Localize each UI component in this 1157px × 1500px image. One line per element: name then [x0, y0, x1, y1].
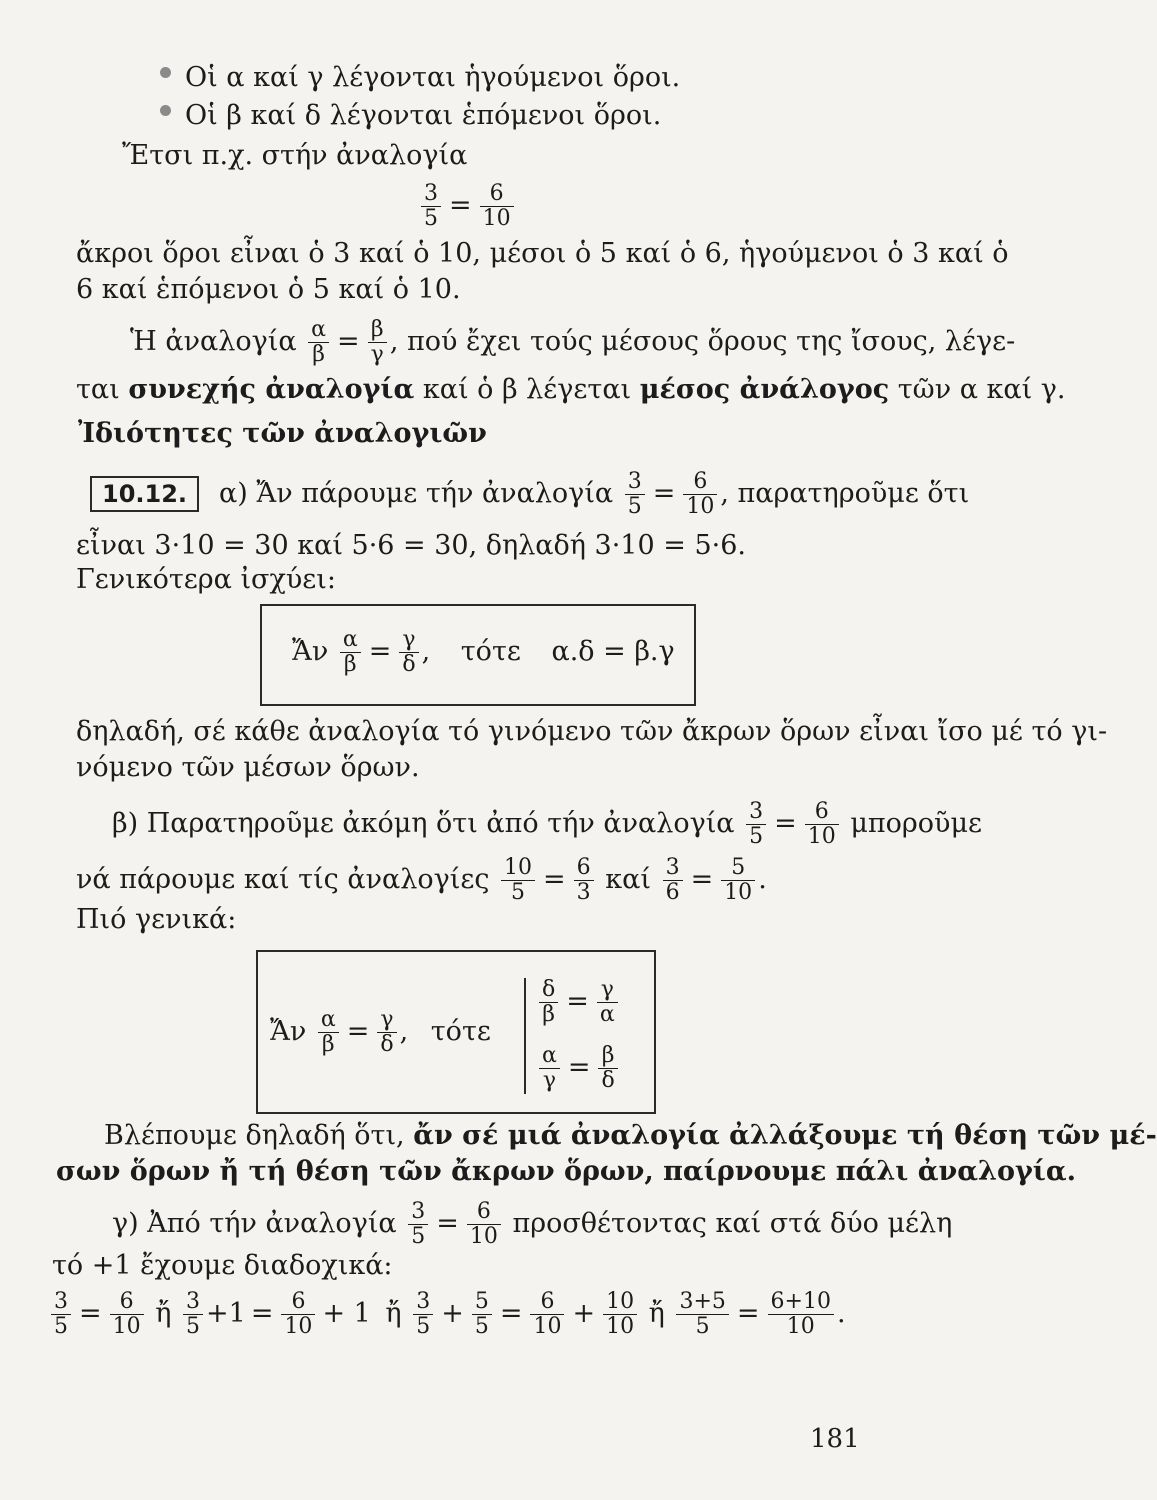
bullet-line-2 [160, 100, 661, 132]
to-plus-line: τό +1 ἔχουμε διαδοχικά: [52, 1250, 393, 1281]
box1-content: Ἄν $\frac{\alpha}{\beta}$ = $\frac{\gamma}{\delta}$ , τότε α.δ = β.γ [292, 627, 675, 677]
fraction: $\frac{3}{5}$ [746, 800, 766, 849]
synexis-line-1: Ἡ ἀναλογία $\frac{\alpha}{\beta}$ = $\frac{\beta}{\gamma}$ , πού ἔχει τούς μέσους ὅρους της ἴσους, λέγε- [130, 317, 1016, 367]
fraction: $\frac{6}{3}$ [574, 856, 594, 905]
fraction: $\frac{3}{5}$ [421, 182, 441, 231]
term-bold: μέσος ἀνάλογος [639, 374, 890, 405]
section-number: 10.12. [90, 476, 199, 512]
pio-genika-line: Πιό γενικά: [76, 904, 237, 935]
text: α) Ἄν πάρουμε τήν ἀναλογία [219, 478, 614, 509]
fraction: $\frac{\beta}{\delta}$ [598, 1044, 617, 1093]
fraction: $\frac{3}{6}$ [663, 856, 683, 905]
brace [524, 978, 526, 1094]
fraction: $\frac{5}{5}$ [472, 1290, 492, 1339]
term-bold: συνεχής ἀναλογία [128, 374, 415, 405]
vlepoume-line-1: Βλέπουμε δηλαδή ὅτι, ἄν σέ μιά ἀναλογία ἀλλάξουμε τή θέση τῶν μέ- [104, 1120, 1157, 1151]
text: Ἡ ἀναλογία [130, 326, 297, 357]
item-g-line-1: γ) Ἀπό τήν ἀναλογία $\frac{3}{5}$ = $\frac{6}{10}$ προσθέτοντας καί στά δύο μέλη [112, 1199, 953, 1249]
fraction: $\frac{6}{10}$ [480, 182, 514, 231]
text: Οἱ α καί γ λέγονται ἡγούμενοι ὅροι. [185, 62, 681, 93]
item-b-line-2: νά πάρουμε καί τίς ἀναλογίες $\frac{10}{5}$ = $\frac{6}{3}$ καί $\frac{3}{6}$ = $\frac{5}{10}$ . [76, 855, 767, 905]
box2-result-2: $\frac{\alpha}{\gamma}$ = $\frac{\beta}{\delta}$ [536, 1044, 621, 1093]
fraction: $\frac{3}{5}$ [408, 1200, 428, 1249]
text: γ) Ἀπό τήν ἀναλογία [112, 1208, 397, 1239]
fraction: $\frac{\beta}{\gamma}$ [368, 318, 387, 367]
fraction: $\frac{\alpha}{\beta}$ [308, 318, 329, 367]
einai-line: εἶναι 3·10 = 30 καί 5·6 = 30, δηλαδή 3·10 = 5·6. [76, 530, 746, 561]
akroi-line-2: 6 καί ἑπόμενοι ὁ 5 καί ὁ 10. [76, 274, 461, 305]
fraction: $\frac{6}{10}$ [683, 470, 717, 519]
fraction: $\frac{\delta}{\beta}$ [539, 978, 558, 1027]
statement-bold: ἄν σέ μιά ἀναλογία ἀλλάξουμε τή θέση τῶν μέ- [413, 1120, 1157, 1151]
text: μποροῦμε [850, 808, 982, 839]
section-heading: Ἰδιότητες τῶν ἀναλογιῶν [78, 418, 487, 449]
bullet-line-1 [160, 62, 680, 94]
bullet-icon [160, 67, 171, 78]
dilady-line-1: δηλαδή, σέ κάθε ἀναλογία τό γινόμενο τῶν ἄκρων ὅρων εἶναι ἴσο μέ τό γι- [76, 716, 1108, 747]
fraction: $\frac{3}{5}$ [625, 470, 645, 519]
bullet-icon [160, 105, 171, 116]
example-proportion: $\frac{3}{5}$ = $\frac{6}{10}$ [418, 182, 517, 231]
page-number: 181 [810, 1424, 860, 1454]
fraction: $\frac{\gamma}{\delta}$ [399, 628, 418, 677]
fraction: $\frac{6}{10}$ [530, 1290, 564, 1339]
fraction: $\frac{3}{5}$ [51, 1290, 71, 1339]
item-b-line-1: β) Παρατηροῦμε ἀκόμη ὅτι ἀπό τήν ἀναλογία $\frac{3}{5}$ = $\frac{6}{10}$ μποροῦμε [112, 799, 982, 849]
text: προσθέτοντας καί στά δύο μέλη [512, 1208, 953, 1239]
fraction: $\frac{3}{5}$ [413, 1290, 433, 1339]
synexis-line-2: ται συνεχής ἀναλογία καί ὁ β λέγεται μέσος ἀνάλογος τῶν α καί γ. [76, 374, 1066, 405]
fraction: $\frac{6}{10}$ [281, 1290, 315, 1339]
box2-result-1: $\frac{\delta}{\beta}$ = $\frac{\gamma}{\alpha}$ [536, 978, 621, 1027]
text: β) Παρατηροῦμε ἀκόμη ὅτι ἀπό τήν ἀναλογία [112, 808, 735, 839]
box2-condition: Ἄν $\frac{\alpha}{\beta}$ = $\frac{\gamma}{\delta}$ , τότε [270, 1007, 491, 1057]
fraction: $\frac{\alpha}{\gamma}$ [539, 1044, 560, 1093]
vlepoume-line-2: σων ὅρων ἤ τή θέση τῶν ἄκρων ὅρων, παίρνουμε πάλι ἀναλογία. [56, 1156, 1077, 1187]
fraction: $\frac{\gamma}{\delta}$ [377, 1008, 396, 1057]
fraction: $\frac{6}{10}$ [110, 1290, 144, 1339]
text: νά πάρουμε καί τίς ἀναλογίες [76, 864, 490, 895]
fraction: $\frac{5}{10}$ [721, 856, 755, 905]
fraction: $\frac{\alpha}{\beta}$ [340, 628, 361, 677]
fraction: $\frac{6}{10}$ [467, 1200, 501, 1249]
fraction: $\frac{6+10}{10}$ [768, 1290, 834, 1339]
fraction: $\frac{\alpha}{\beta}$ [318, 1008, 339, 1057]
akroi-line-1: ἄκροι ὅροι εἶναι ὁ 3 καί ὁ 10, μέσοι ὁ 5 καί ὁ 6, ἡγούμενοι ὁ 3 καί ὁ [76, 238, 1009, 269]
fraction: $\frac{10}{5}$ [501, 856, 535, 905]
item-a-line-1: 10.12. α) Ἄν πάρουμε τήν ἀναλογία $\frac{3}{5}$ = $\frac{6}{10}$ , παρατηροῦμε ὅτι [90, 470, 969, 519]
text: Οἱ β καί δ λέγονται ἑπόμενοι ὅροι. [185, 100, 662, 131]
fraction: $\frac{10}{10}$ [603, 1290, 637, 1339]
fraction: $\frac{\gamma}{\alpha}$ [597, 978, 618, 1027]
derivation-chain: $\frac{3}{5}$ = $\frac{6}{10}$ ἤ $\frac{3}{5}$ +1 = $\frac{6}{10}$ + 1 ἤ $\frac{3}{5}$ + $\frac{5}{5}$ = $\frac{6}{10}$ + $\frac{10}{10}$ ἤ $\frac{3+5}{5}$ = $\frac{6+10}{10}$ . [48, 1290, 846, 1339]
etsi-line: Ἔτσι π.χ. στήν ἀναλογία [122, 140, 468, 171]
text: , παρατηροῦμε ὅτι [720, 478, 970, 509]
fraction: $\frac{6}{10}$ [805, 800, 839, 849]
fraction: $\frac{3+5}{5}$ [676, 1290, 728, 1339]
fraction: $\frac{3}{5}$ [183, 1290, 203, 1339]
genikotera-line: Γενικότερα ἰσχύει: [76, 564, 336, 595]
dilady-line-2: νόμενο τῶν μέσων ὅρων. [76, 752, 420, 783]
text: , πού ἔχει τούς μέσους ὅρους της ἴσους, λέγε- [389, 326, 1016, 357]
